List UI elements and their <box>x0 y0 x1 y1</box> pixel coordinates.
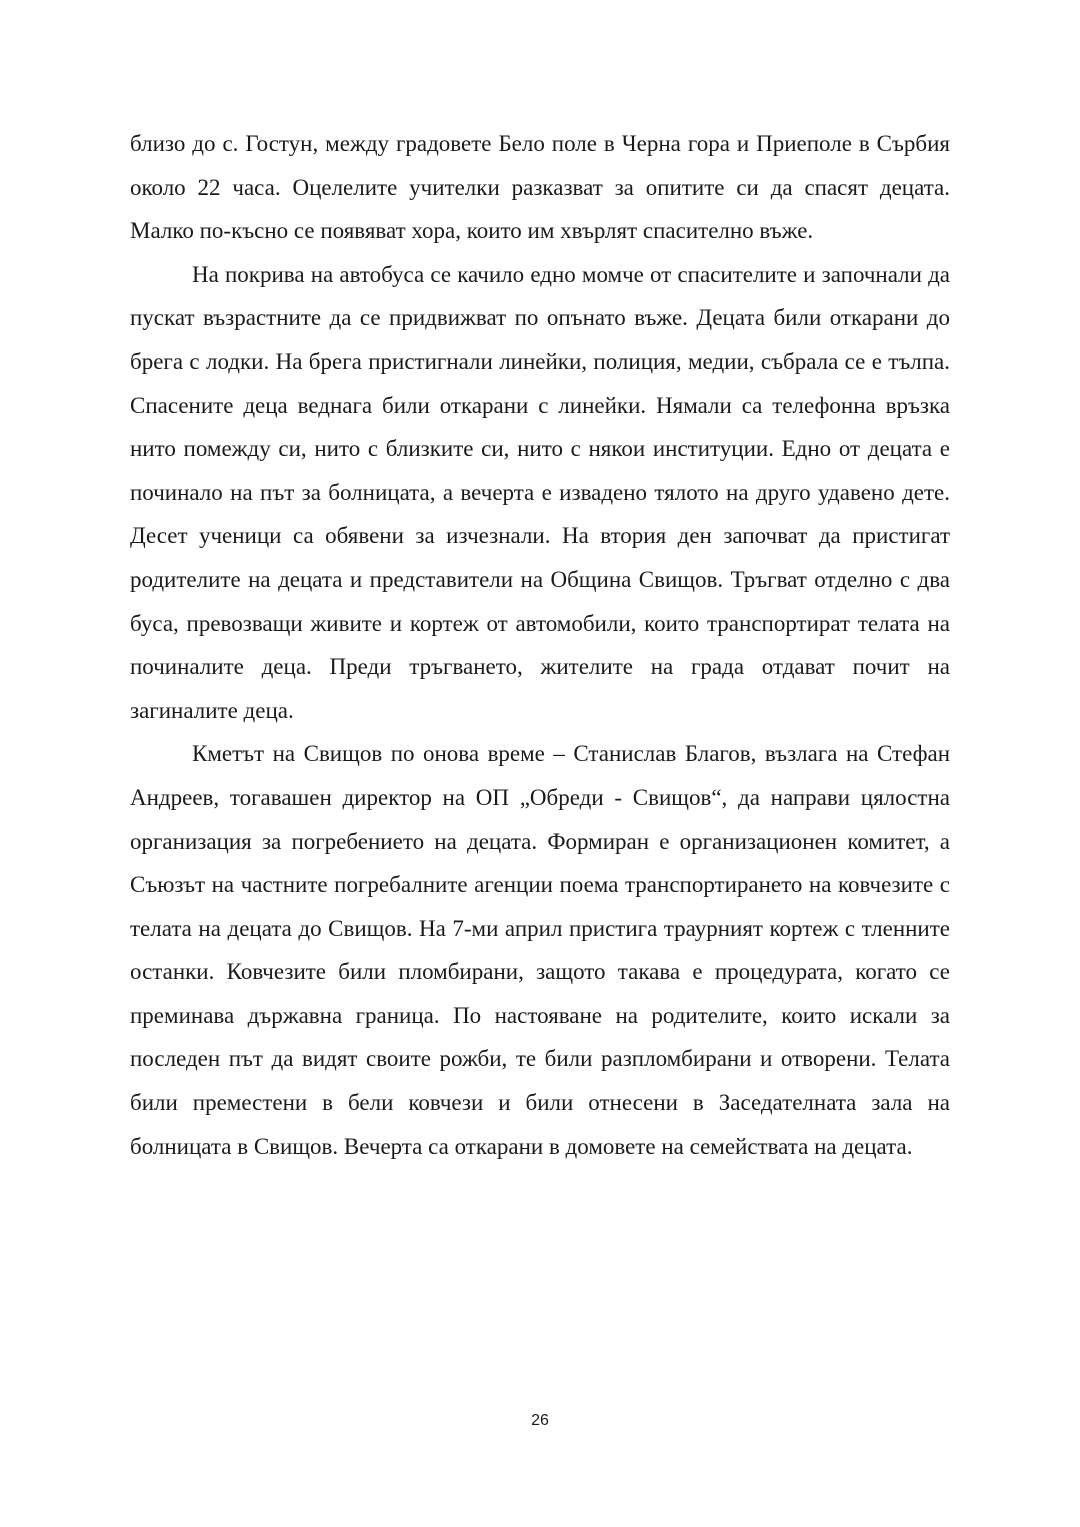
paragraph-1: близо до с. Гостун, между градовете Бело поле в Черна гора и Приеполе в Сърбия около 22 часа. Оцелелите учителки разказват за опитите си да спасят децата. Малко по-късно се появяват хора, които им хвърлят спасително въже. <box>130 131 950 244</box>
body-text <box>130 122 950 1168</box>
paragraph-3: Кметът на Свищов по онова време – Станислав Благов, възлага на Стефан Андреев, тогавашен директор на ОП „Обреди - Свищов“, да направи цялостна организация за погребението на децата. Формиран е организационен комитет, а Съюзът на частните погребалните агенции поема транспортирането на ковчезите с телата на децата до Свищов. На 7-ми април пристига траурният кортеж с тленните останки. Ковчезите били пломбирани, защото такава е процедурата, когато се преминава държавна граница. По настояване на родителите, които искали за последен път да видят своите рожби, те били разпломбирани и отворени. Телата били преместени в бели ковчези и били отнесени в Заседателната зала на болницата в Свищов. Вечерта са откарани в домовете на семействата на децата. <box>130 741 950 1159</box>
paragraph-2: На покрива на автобуса се качило едно момче от спасителите и започнали да пускат възрастните да се придвижват по опънато въже. Децата били откарани до брега с лодки. На брега пристигнали линейки, полиция, медии, събрала се е тълпа. Спасените деца веднага били откарани с линейки. Нямали са телефонна връзка нито помежду си, нито с близките си, нито с някои институции. Едно от децата е починало на път за болницата, а вечерта е извадено тялото на друго удавено дете. Десет ученици са обявени за изчезнали. На втория ден започват да пристигат родителите на децата и представители на Община Свищов. Тръгват отделно с два буса, превозващи живите и кортеж от автомобили, които транспортират телата на починалите деца. Преди тръгването, жителите на града отдават почит на загиналите деца. <box>130 261 950 723</box>
page-number: 26 <box>531 1412 549 1429</box>
